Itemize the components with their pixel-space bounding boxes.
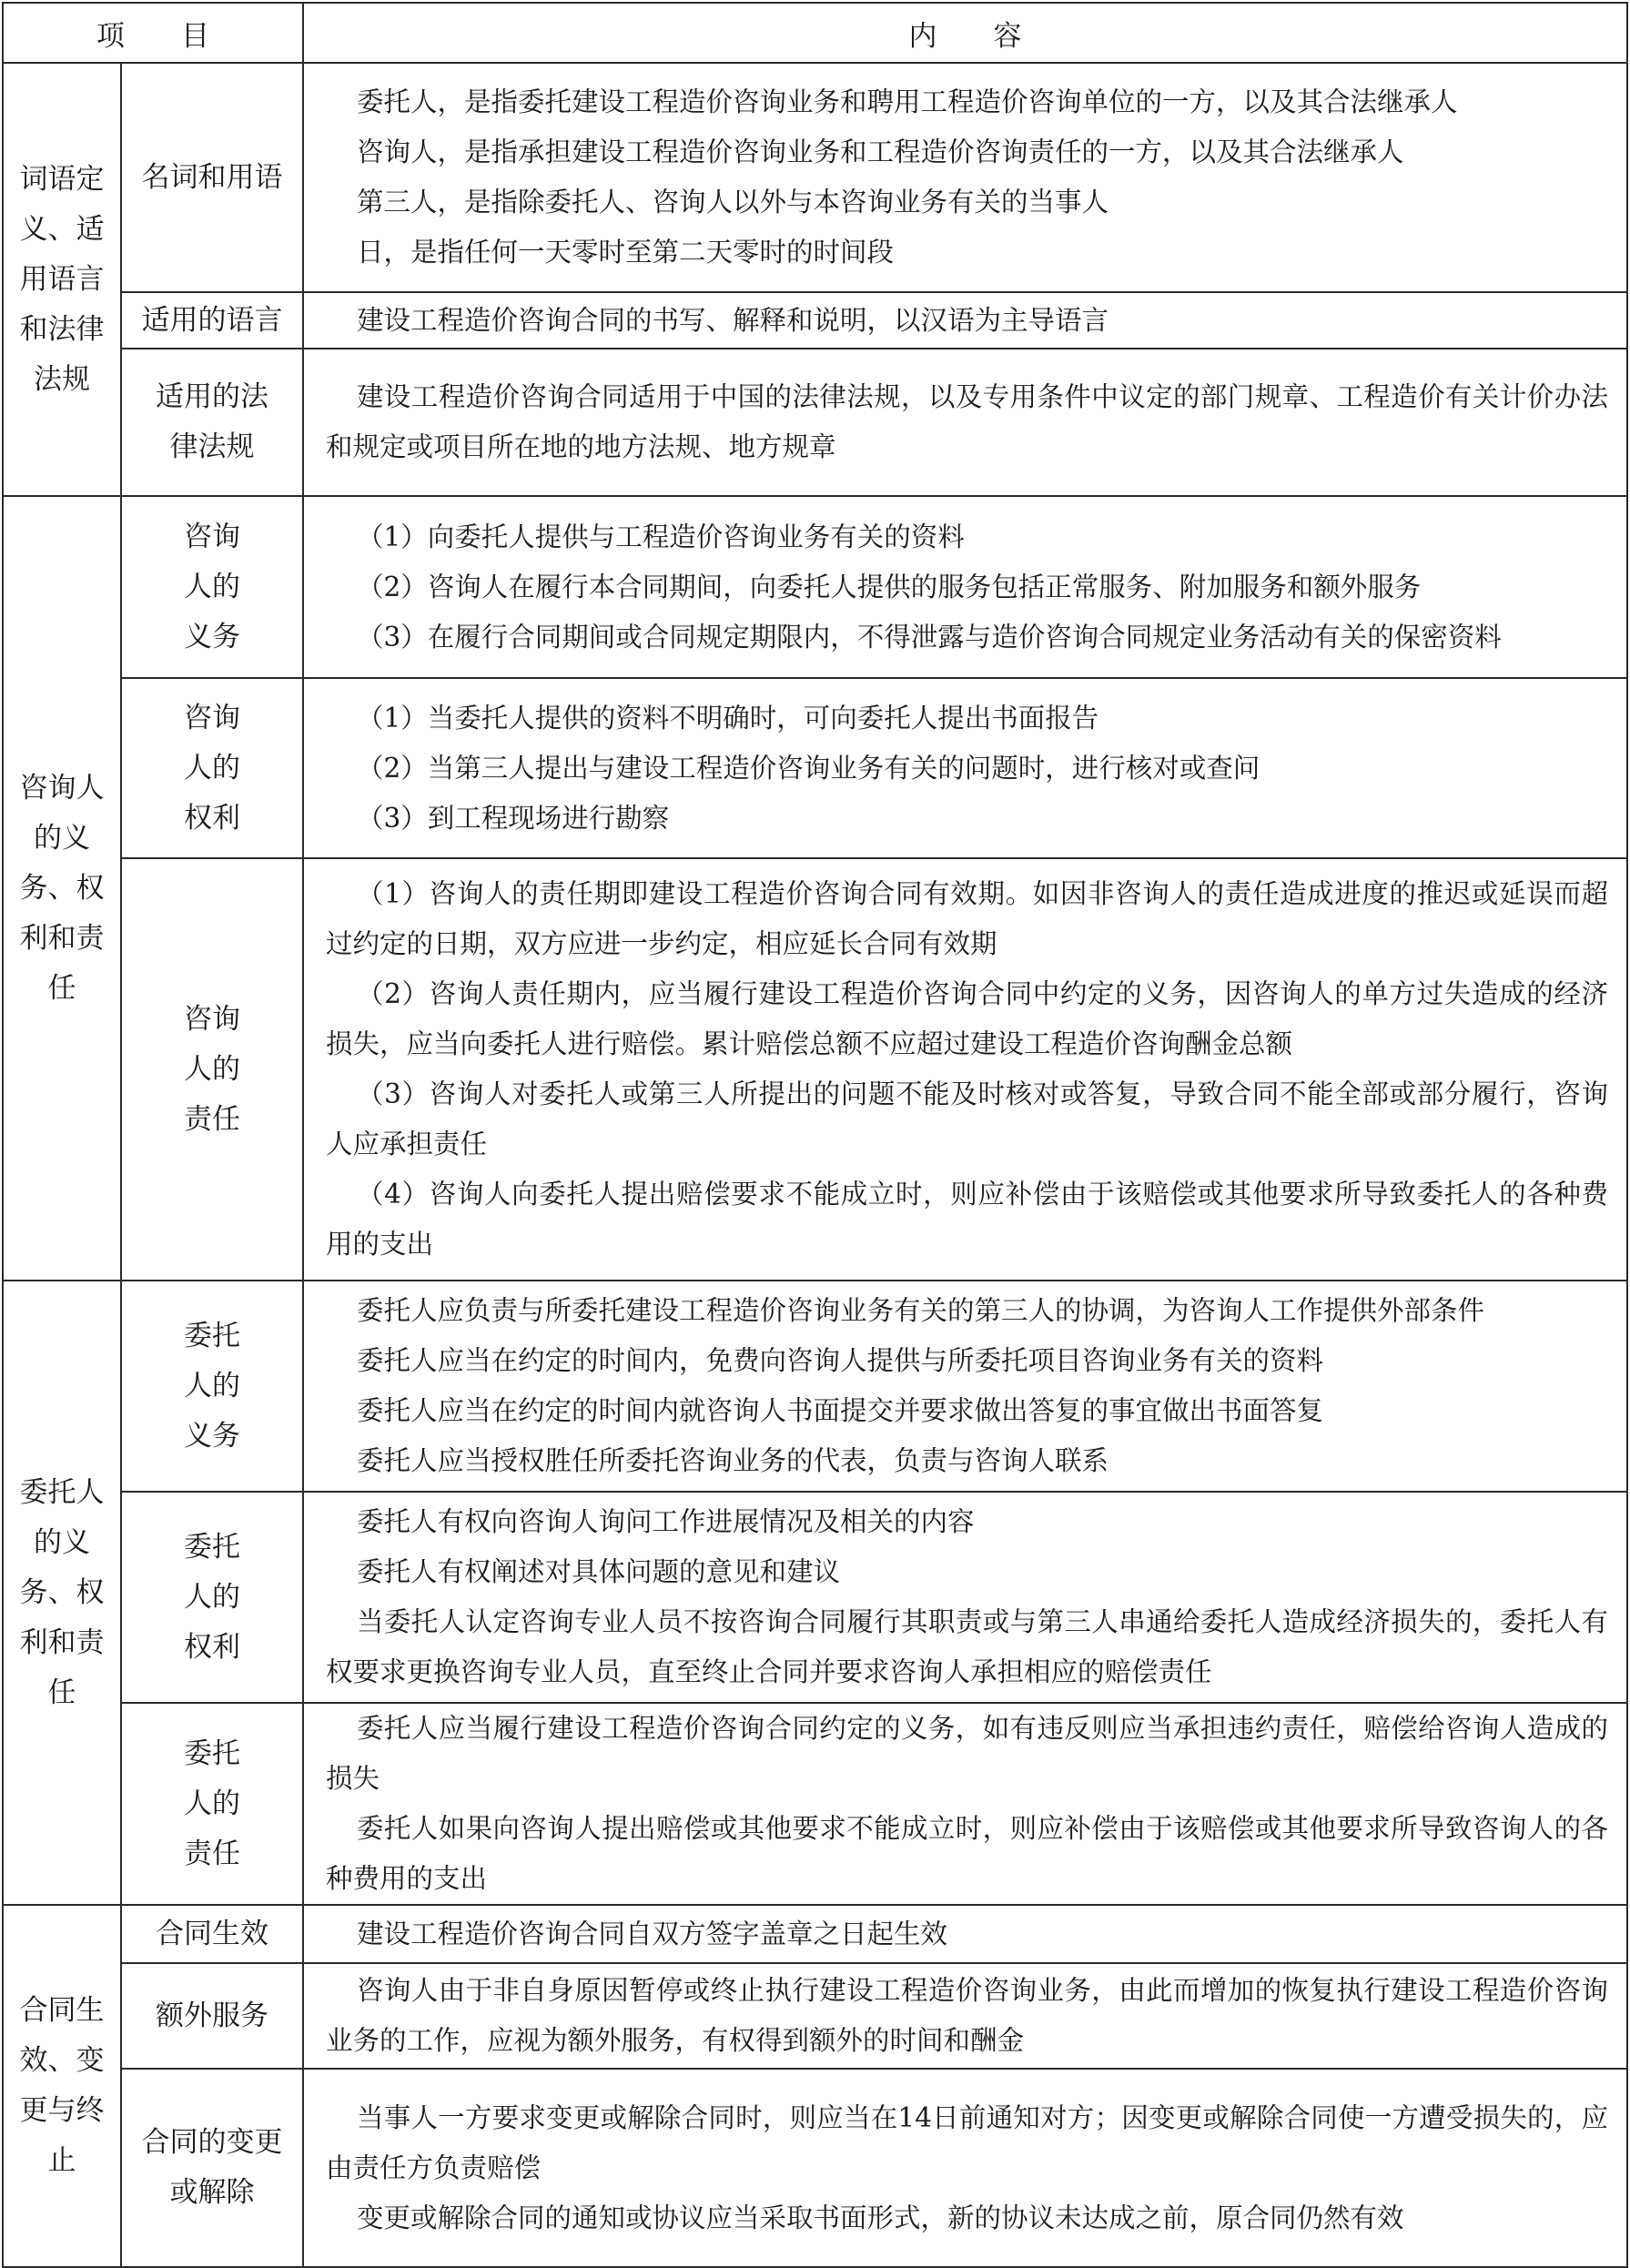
content-line: 咨询人，是指承担建设工程造价咨询业务和工程造价咨询责任的一方，以及其合法继承人 <box>357 137 1404 167</box>
header-content: 内 容 <box>303 3 1627 63</box>
table-row <box>3 63 1627 292</box>
row-content <box>303 858 1627 1281</box>
header-item: 项 目 <box>3 3 303 63</box>
content-line: 委托人如果向咨询人提出赔偿或其他要求不能成立时，则应补偿由于该赔偿或其他要求所导致咨询人的各种费用的支出 <box>326 1813 1608 1894</box>
table-row <box>3 292 1627 349</box>
row-label: 适用的语言 <box>121 292 303 349</box>
header-row <box>3 3 1627 63</box>
row-label: 名词和用语 <box>121 63 303 292</box>
row-label: 合同生效 <box>121 1905 303 1963</box>
row-label: 额外服务 <box>121 1963 303 2069</box>
content-line: （4）咨询人向委托人提出赔偿要求不能成立时，则应补偿由于该赔偿或其他要求所导致委托人的各种费用的支出 <box>326 1179 1608 1260</box>
row-label: 合同的变更或解除 <box>121 2069 303 2267</box>
category-client: 委托人的义务、权利和责任 <box>3 1281 121 1905</box>
content-line: （1）咨询人的责任期即建设工程造价咨询合同有效期。如因非咨询人的责任造成进度的推迟或延误而超过约定的日期，双方应进一步约定，相应延长合同有效期 <box>326 878 1608 959</box>
table-row <box>3 1492 1627 1703</box>
category-consultant: 咨询人的义务、权利和责任 <box>3 496 121 1281</box>
content-line: （1）向委托人提供与工程造价咨询业务有关的资料 <box>357 521 965 552</box>
content-line: （2）咨询人在履行本合同期间，向委托人提供的服务包括正常服务、附加服务和额外服务 <box>357 571 1422 602</box>
content-line: （3）咨询人对委托人或第三人所提出的问题不能及时核对或答复，导致合同不能全部或部分履行，咨询人应承担责任 <box>326 1078 1608 1159</box>
content-line: 建设工程造价咨询合同自双方签字盖章之日起生效 <box>357 1918 948 1949</box>
content-line: 委托人应当授权胜任所委托咨询业务的代表，负责与咨询人联系 <box>357 1445 1109 1476</box>
row-content <box>303 1492 1627 1703</box>
content-line: 咨询人由于非自身原因暂停或终止执行建设工程造价咨询业务，由此而增加的恢复执行建设工程造价咨询业务的工作，应视为额外服务，有权得到额外的时间和酬金 <box>326 1975 1608 2056</box>
content-line: 日，是指任何一天零时至第二天零时的时间段 <box>357 237 895 268</box>
table-row <box>3 496 1627 678</box>
table-row <box>3 1963 1627 2069</box>
row-label: 委托人的义务 <box>121 1281 303 1492</box>
content-line: 委托人，是指委托建设工程造价咨询业务和聘用工程造价咨询单位的一方，以及其合法继承人 <box>357 86 1458 117</box>
category-definitions: 词语定义、适用语言和法律法规 <box>3 63 121 496</box>
content-line: 当事人一方要求变更或解除合同时，则应当在14日前通知对方；因变更或解除合同使一方遭受损失的，应由责任方负责赔偿 <box>326 2101 1608 2183</box>
table-row <box>3 678 1627 858</box>
table-row <box>3 1281 1627 1492</box>
row-content <box>303 292 1627 349</box>
content-line: 委托人应负责与所委托建设工程造价咨询业务有关的第三人的协调，为咨询人工作提供外部条件 <box>357 1295 1485 1326</box>
content-line: （1）当委托人提供的资料不明确时，可向委托人提出书面报告 <box>357 702 1099 734</box>
content-line: 委托人应当履行建设工程造价咨询合同约定的义务，如有违反则应当承担违约责任，赔偿给咨询人造成的损失 <box>326 1713 1608 1794</box>
row-content <box>303 1703 1627 1905</box>
table-row <box>3 858 1627 1281</box>
content-line: （3）在履行合同期间或合同规定期限内，不得泄露与造价咨询合同规定业务活动有关的保密资料 <box>357 621 1502 653</box>
table-row <box>3 2069 1627 2267</box>
row-content <box>303 2069 1627 2267</box>
table-row <box>3 349 1627 496</box>
row-content <box>303 1281 1627 1492</box>
content-line: 建设工程造价咨询合同适用于中国的法律法规，以及专用条件中议定的部门规章、工程造价有关计价办法和规定或项目所在地的地方法规、地方规章 <box>326 381 1608 462</box>
content-line: 委托人有权阐述对具体问题的意见和建议 <box>357 1556 841 1587</box>
row-content <box>303 496 1627 678</box>
row-content <box>303 678 1627 858</box>
row-label: 适用的法律法规 <box>121 349 303 496</box>
content-line: 第三人，是指除委托人、咨询人以外与本咨询业务有关的当事人 <box>357 187 1109 218</box>
contract-terms-table <box>2 2 1628 2268</box>
row-content <box>303 1905 1627 1963</box>
content-line: （2）当第三人提出与建设工程造价咨询业务有关的问题时，进行核对或查问 <box>357 752 1260 784</box>
row-content <box>303 1963 1627 2069</box>
content-line: 委托人应当在约定的时间内，免费向咨询人提供与所委托项目咨询业务有关的资料 <box>357 1345 1324 1376</box>
category-contract: 合同生效、变更与终止 <box>3 1905 121 2267</box>
content-line: （3）到工程现场进行勘察 <box>357 802 670 834</box>
content-line: 当委托人认定咨询专业人员不按咨询合同履行其职责或与第三人串通给委托人造成经济损失的，委托人有权要求更换咨询专业人员，直至终止合同并要求咨询人承担相应的赔偿责任 <box>326 1606 1608 1687</box>
content-line: 变更或解除合同的通知或协议应当采取书面形式，新的协议未达成之前，原合同仍然有效 <box>357 2202 1404 2233</box>
row-label: 委托人的责任 <box>121 1703 303 1905</box>
row-label: 咨询人的权利 <box>121 678 303 858</box>
row-label: 咨询人的义务 <box>121 496 303 678</box>
content-line: （2）咨询人责任期内，应当履行建设工程造价咨询合同中约定的义务，因咨询人的单方过失造成的经济损失，应当向委托人进行赔偿。累计赔偿总额不应超过建设工程造价咨询酬金总额 <box>326 978 1608 1059</box>
row-content <box>303 63 1627 292</box>
content-line: 委托人应当在约定的时间内就咨询人书面提交并要求做出答复的事宜做出书面答复 <box>357 1395 1324 1426</box>
content-line: 建设工程造价咨询合同的书写、解释和说明，以汉语为主导语言 <box>357 304 1109 336</box>
row-content <box>303 349 1627 496</box>
table-row <box>3 1905 1627 1963</box>
content-line: 委托人有权向咨询人询问工作进展情况及相关的内容 <box>357 1506 975 1537</box>
row-label: 咨询人的责任 <box>121 858 303 1281</box>
table-row <box>3 1703 1627 1905</box>
row-label: 委托人的权利 <box>121 1492 303 1703</box>
